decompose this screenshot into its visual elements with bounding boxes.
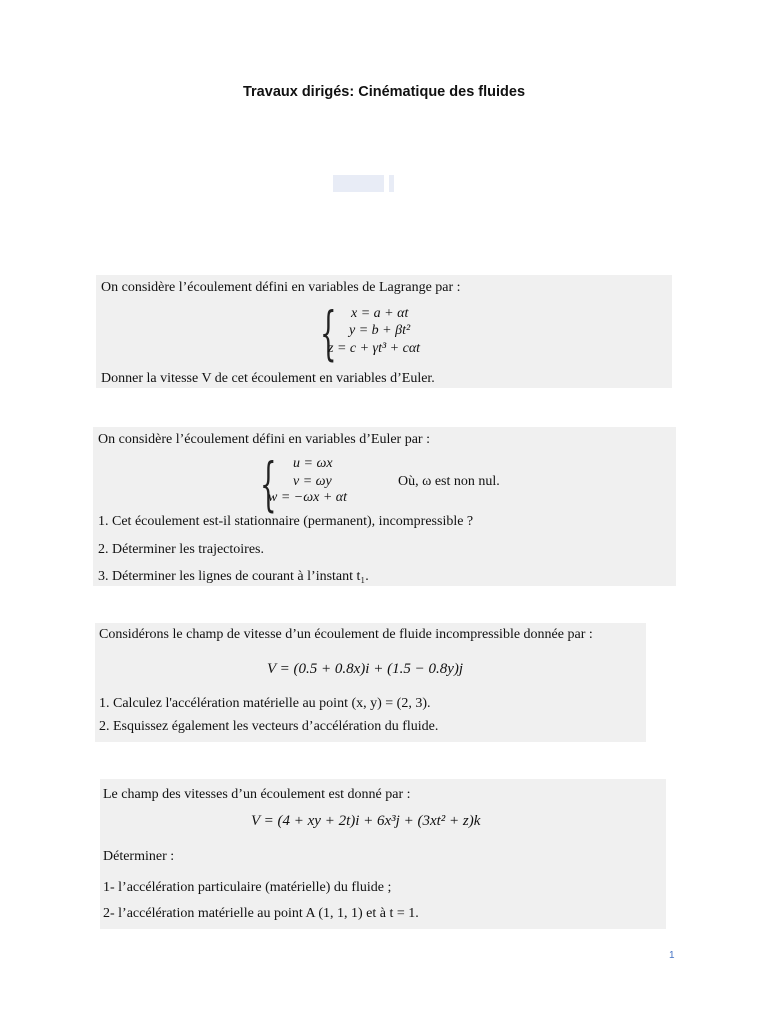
equation-line: z = c + γt³ + cαt (328, 341, 421, 356)
redacted-mark (389, 175, 394, 192)
exercise-4-determine: Déterminer : (103, 849, 175, 864)
exercise-3 (95, 623, 646, 742)
velocity-equation: V = (4 + xy + 2t)i + 6x³j + (3xt² + z)k (251, 813, 481, 829)
velocity-equation: V = (0.5 + 0.8x)i + (1.5 − 0.8y)j (267, 661, 464, 677)
system-brace: { (260, 450, 277, 518)
exercise-2-question: 1. Cet écoulement est-il stationnaire (permanent), incompressible ? (98, 514, 474, 529)
exercise-2 (93, 427, 676, 586)
equation-line: x = a + αt (351, 306, 409, 321)
exercise-2-question: 3. Déterminer les lignes de courant à l’instant t₁. (98, 569, 369, 584)
exercise-4-question: 1- l’accélération particulaire (matérielle) du fluide ; (103, 880, 392, 895)
equation-line: u = ωx (293, 456, 333, 471)
exercise-2-intro: On considère l’écoulement défini en variables d’Euler par : (98, 432, 430, 447)
equation-line: y = b + βt² (349, 323, 411, 338)
equation-line: v = ωy (293, 474, 332, 489)
exercise-4 (100, 779, 666, 929)
exercise-1-intro: On considère l’écoulement défini en variables de Lagrange par : (101, 280, 461, 295)
exercise-3-question: 2. Esquissez également les vecteurs d’accélération du fluide. (99, 719, 439, 734)
exercise-4-intro: Le champ des vitesses d’un écoulement est donné par : (103, 787, 411, 802)
equation-line: w = −ωx + αt (268, 490, 348, 505)
exercise-4-question: 2- l’accélération matérielle au point A (1, 1, 1) et à t = 1. (103, 906, 419, 921)
exercise-2-question: 2. Déterminer les trajectoires. (98, 542, 264, 557)
page-title: Travaux dirigés: Cinématique des fluides (242, 84, 526, 100)
exercise-3-intro: Considérons le champ de vitesse d’un écoulement de fluide incompressible donnée par : (99, 627, 593, 642)
exercise-1 (96, 275, 672, 388)
exercise-1-question: Donner la vitesse V de cet écoulement en variables d’Euler. (101, 371, 435, 386)
system-brace: { (320, 299, 337, 367)
page-number: 1 (669, 950, 675, 961)
redacted-mark (333, 175, 384, 192)
exercise-2-note: Où, ω est non nul. (398, 474, 500, 489)
exercise-3-question: 1. Calculez l'accélération matérielle au point (x, y) = (2, 3). (99, 696, 431, 711)
